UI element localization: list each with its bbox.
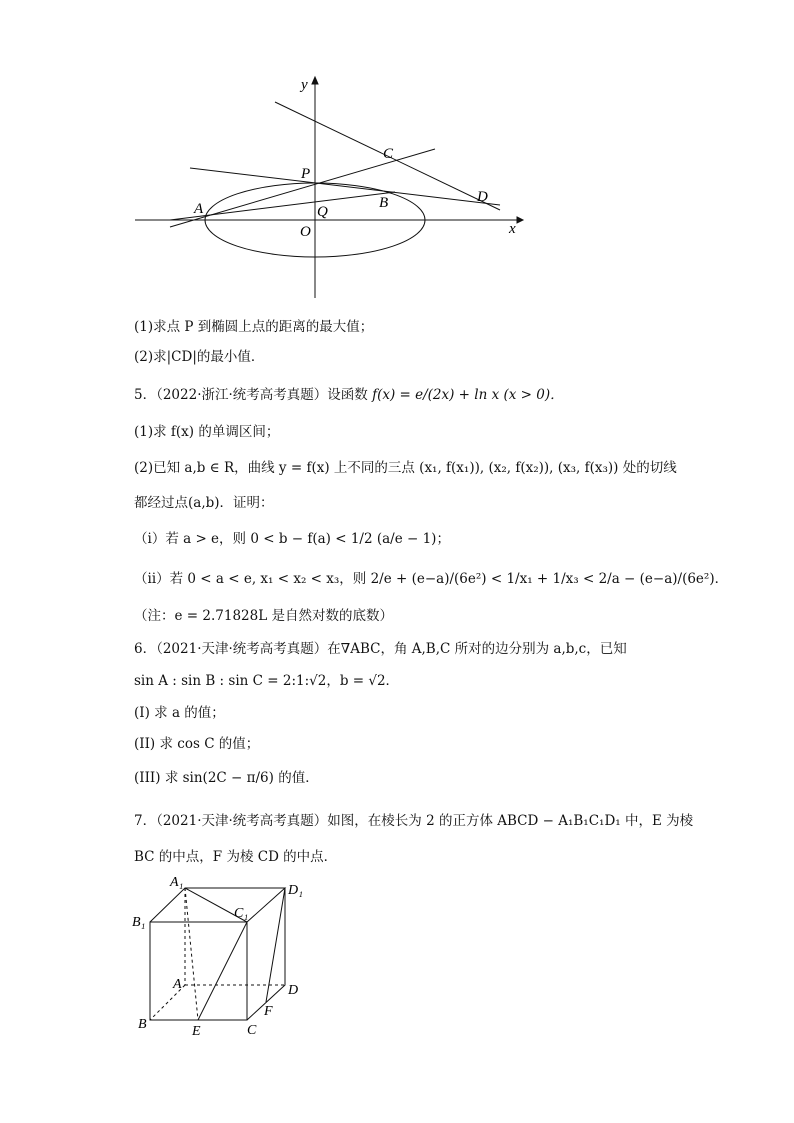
label-c1: C₁ <box>234 906 249 921</box>
problem5-part1: (1)求 f(x) 的单调区间； <box>134 424 280 440</box>
x-axis-arrow <box>517 217 523 223</box>
problem6-head: 6．（2021·天津·统考高考真题）在∇ABC，角 A,B,C 所对的边分别为 a,b,c，已知 <box>134 641 627 657</box>
problem5-head-text: 5．（2022·浙江·统考高考真题）设函数 <box>134 387 368 403</box>
hidden-edge-a1e <box>185 888 198 1020</box>
problem6-part-ii: (II) 求 cos C 的值； <box>134 736 260 752</box>
label-b: B <box>138 1017 147 1032</box>
ellipse-figure <box>125 70 535 305</box>
label-d: D <box>288 983 299 998</box>
problem6-part-iii: (III) 求 sin(2C − π/6) 的值． <box>134 770 319 786</box>
cube-front-face <box>150 922 247 1020</box>
cube-figure <box>130 870 320 1040</box>
label-f: F <box>264 1004 273 1019</box>
problem5-part2b: 都经过点(a,b)．证明： <box>134 495 274 511</box>
problem6-part-i: (I) 求 a 的值； <box>134 705 225 721</box>
problem7-line2: BC 的中点，F 为棱 CD 的中点． <box>134 849 338 865</box>
label-a: A <box>194 201 204 217</box>
y-axis-arrow <box>312 77 318 84</box>
label-o: O <box>300 224 311 240</box>
line-pd <box>190 168 500 205</box>
problem5-head <box>134 386 564 404</box>
label-a: A <box>173 977 182 992</box>
problem5-note: （注：e = 2.71828L 是自然对数的底数） <box>134 608 393 624</box>
label-b1: B₁ <box>132 915 146 930</box>
line-ab <box>170 192 395 220</box>
label-d: D <box>477 189 488 205</box>
label-a1: A₁ <box>170 875 184 890</box>
label-d1: D₁ <box>288 883 303 898</box>
label-b: B <box>379 195 389 211</box>
problem7-line1: 7．（2021·天津·统考高考真题）如图，在棱长为 2 的正方体 ABCD − A₁B₁C₁D₁ 中，E 为棱 <box>134 813 694 829</box>
label-c: C <box>247 1023 257 1038</box>
label-p: P <box>301 166 311 182</box>
problem5-func: f(x) = e/(2x) + ln x (x > 0)． <box>372 387 564 403</box>
cube-top-back <box>150 888 285 922</box>
problem6-cond: sin A : sin B : sin C = 2:1:√2，b = √2． <box>134 673 400 689</box>
problem4-part1: (1)求点 P 到椭圆上点的距离的最大值； <box>134 319 374 335</box>
label-q: Q <box>317 204 328 220</box>
label-y: y <box>301 77 308 93</box>
problem4-part2: (2)求|CD|的最小值． <box>134 349 265 365</box>
label-x: x <box>509 221 516 237</box>
label-e: E <box>192 1024 201 1039</box>
segment-c1e <box>198 922 247 1020</box>
problem5-sub2: （ⅱ）若 0 < a < e, x₁ < x₂ < x₃，则 2/e + (e−a)/(6e²) < 1/x₁ + 1/x₃ < 2/a − (e−a)/(6e²)． <box>134 571 729 587</box>
problem5-sub1: （ⅰ）若 a > e，则 0 < b − f(a) < 1/2 (a/e − 1)； <box>134 531 450 547</box>
label-c: C <box>383 146 394 162</box>
problem5-part2a: (2)已知 a,b ∈ R，曲线 y = f(x) 上不同的三点 (x₁, f(x₁)), (x₂, f(x₂)), (x₃, f(x₃)) 处的切线 <box>134 460 677 476</box>
